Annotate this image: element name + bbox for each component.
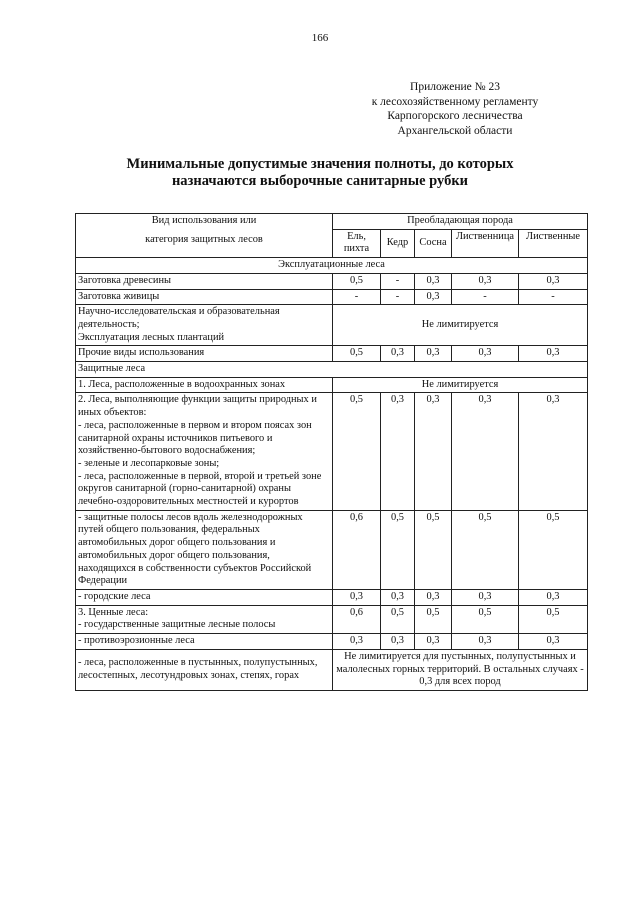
table-row — [76, 589, 588, 605]
section-protective: Защитные леса — [76, 362, 588, 378]
row-label: 2. Леса, выполняющие функции защиты природных и иных объектов: - леса, расположенные в первом и втором поясах зон санитарной охраны источников питьевого и хозяйственно-бытового водоснабжения; - зеленые и лесопарковые зоны; - леса, расположенные в первой, второй и третьей зоне округов санитарной (горно-санитарной) охраны лечебно-оздоровительных местностей и курортов — [76, 393, 333, 510]
value-cell: 0,3 — [333, 634, 381, 650]
value-cell: 0,3 — [381, 634, 415, 650]
value-cell: 0,3 — [452, 589, 519, 605]
value-cell: 0,5 — [333, 346, 381, 362]
value-cell: 0,3 — [381, 589, 415, 605]
value-cell: 0,5 — [519, 510, 588, 589]
note-cell: Не лимитируется для пустынных, полупустынных и малолесных горных территорий. В остальных случаях - 0,3 для всех пород — [333, 649, 588, 690]
row-label: - леса, расположенные в пустынных, полупустынных, лесостепных, лесотундровых зонах, степях, горах — [76, 649, 333, 690]
appendix-line: Приложение № 23 — [410, 81, 500, 93]
value-cell: 0,5 — [381, 510, 415, 589]
value-cell: 0,5 — [415, 510, 452, 589]
value-cell: 0,3 — [333, 589, 381, 605]
appendix-line: Карпогорского лесничества — [387, 110, 523, 122]
value-cell: 0,3 — [381, 346, 415, 362]
header-pine: Сосна — [415, 229, 452, 257]
value-cell: 0,3 — [452, 273, 519, 289]
value-cell: 0,3 — [519, 393, 588, 510]
value-cell: 0,5 — [519, 605, 588, 633]
value-cell: 0,5 — [452, 510, 519, 589]
not-limited-cell: Не лимитируется — [333, 377, 588, 393]
header-deciduous: Лиственные — [519, 229, 588, 257]
row-label: Научно-исследовательская и образовательная деятельность; Эксплуатация лесных плантаций — [76, 305, 333, 346]
table-row — [76, 377, 588, 393]
value-cell: 0,5 — [333, 273, 381, 289]
appendix-line: Архангельской области — [397, 124, 513, 137]
table-row — [76, 634, 588, 650]
value-cell: - — [381, 273, 415, 289]
table-row — [76, 305, 588, 346]
value-cell: 0,5 — [452, 605, 519, 633]
value-cell: 0,3 — [415, 634, 452, 650]
table-row — [76, 605, 588, 633]
table-header-row — [76, 214, 588, 230]
value-cell: 0,3 — [452, 634, 519, 650]
document-title — [60, 156, 580, 190]
section-row — [76, 258, 588, 274]
section-row — [76, 362, 588, 378]
page-number: 166 — [311, 32, 329, 44]
table-row — [76, 289, 588, 305]
value-cell: 0,3 — [452, 346, 519, 362]
header-spruce: Ель, пихта — [333, 229, 381, 257]
row-label: Заготовка древесины — [76, 273, 333, 289]
header-species-group: Преобладающая порода — [333, 214, 588, 230]
value-cell: 0,6 — [333, 510, 381, 589]
value-cell: - — [381, 289, 415, 305]
table-row — [76, 393, 588, 510]
value-cell: 0,5 — [381, 605, 415, 633]
density-table — [75, 213, 588, 691]
value-cell: 0,3 — [415, 393, 452, 510]
value-cell: - — [452, 289, 519, 305]
appendix-header — [330, 80, 580, 138]
value-cell: 0,3 — [381, 393, 415, 510]
value-cell: 0,5 — [333, 393, 381, 510]
value-cell: 0,3 — [519, 634, 588, 650]
header-larch: Лиственница — [452, 229, 519, 257]
value-cell: 0,3 — [519, 273, 588, 289]
title-line: Минимальные допустимые значения полноты, до которых — [126, 156, 514, 172]
row-label: 3. Ценные леса: - государственные защитные лесные полосы — [76, 605, 333, 633]
value-cell: 0,3 — [415, 589, 452, 605]
not-limited-cell: Не лимитируется — [333, 305, 588, 346]
table-row — [76, 346, 588, 362]
value-cell: 0,3 — [452, 393, 519, 510]
value-cell: 0,6 — [333, 605, 381, 633]
value-cell: 0,3 — [415, 346, 452, 362]
value-cell: - — [519, 289, 588, 305]
table-row — [76, 510, 588, 589]
row-label: Заготовка живицы — [76, 289, 333, 305]
value-cell: 0,5 — [415, 605, 452, 633]
value-cell: 0,3 — [415, 289, 452, 305]
title-line: назначаются выборочные санитарные рубки — [171, 173, 469, 189]
header-cedar: Кедр — [381, 229, 415, 257]
appendix-line: к лесохозяйственному регламенту — [371, 95, 539, 108]
table-row — [76, 273, 588, 289]
value-cell: 0,3 — [519, 589, 588, 605]
value-cell: 0,3 — [519, 346, 588, 362]
row-label: Прочие виды использования — [76, 346, 333, 362]
row-label: - городские леса — [76, 589, 333, 605]
row-label: - противоэрозионные леса — [76, 634, 333, 650]
table-row — [76, 649, 588, 690]
row-label: 1. Леса, расположенные в водоохранных зонах — [76, 377, 333, 393]
section-exploitation: Эксплуатационные леса — [76, 258, 588, 274]
value-cell: - — [333, 289, 381, 305]
value-cell: 0,3 — [415, 273, 452, 289]
header-usage: Вид использования или категория защитных лесов — [76, 214, 333, 258]
row-label: - защитные полосы лесов вдоль железнодорожных путей общего пользования, федеральных автомобильных дорог общего пользования и автомобильных дорог общего пользования, находящихся в собственности субъектов Российской Федерации — [76, 510, 333, 589]
